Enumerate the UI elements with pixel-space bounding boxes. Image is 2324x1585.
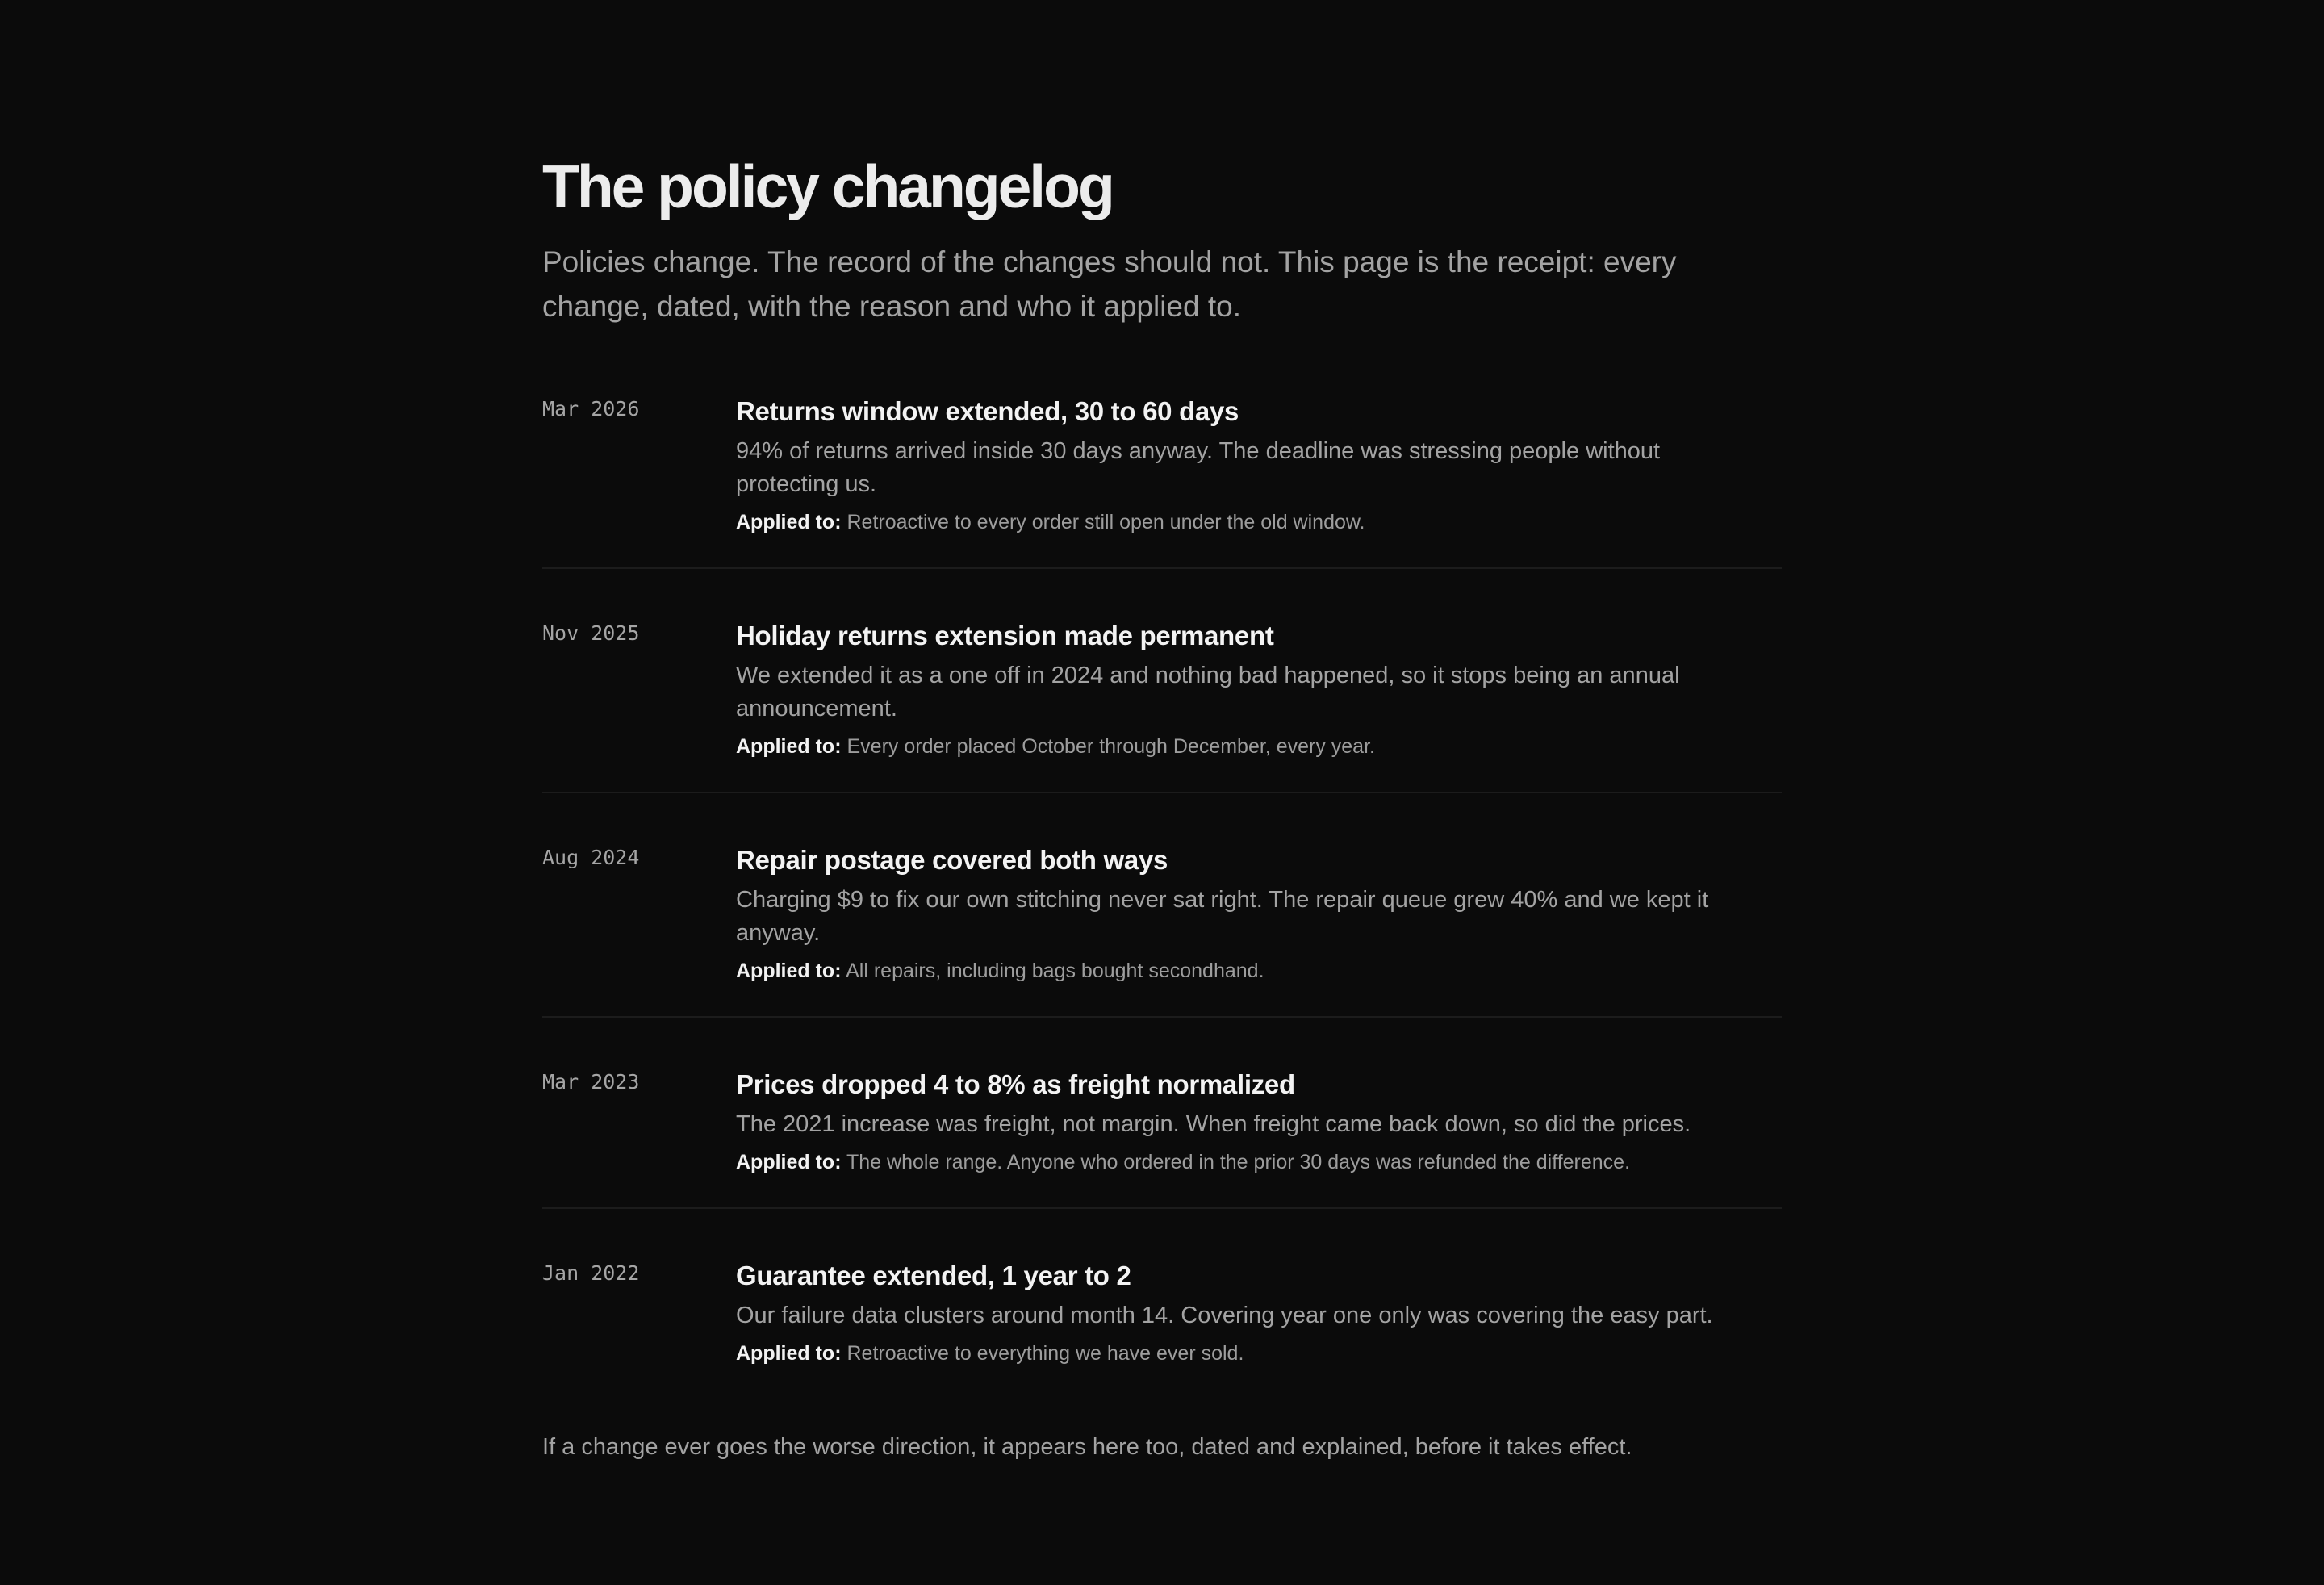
- applied-to-label: Applied to:: [736, 960, 842, 982]
- entry-date: Aug 2024: [542, 846, 640, 869]
- entry-body: [736, 1257, 1753, 1368]
- changelog-entry: [542, 1257, 1782, 1368]
- entry-body: [736, 617, 1753, 761]
- entry-date: Mar 2026: [542, 397, 640, 420]
- entry-title: Returns window extended, 30 to 60 days: [736, 396, 1239, 426]
- page-title: The policy changelog: [542, 153, 1113, 220]
- entry-applied-to: [736, 1148, 1753, 1177]
- intro-paragraph: Policies change. The record of the changes should not. This page is the receipt: every change, dated, with the reason and who it applied to.: [542, 245, 1677, 323]
- changelog-entry: [542, 617, 1782, 793]
- entry-applied-to: [736, 732, 1753, 761]
- changelog-list: [542, 393, 1782, 1368]
- applied-to-value: Retroactive to everything we have ever sold.: [846, 1342, 1244, 1365]
- entry-description: Charging $9 to fix our own stitching never sat right. The repair queue grew 40% and we kept it anyway.: [736, 887, 1709, 946]
- changelog-entry: [542, 393, 1782, 569]
- applied-to-value: Every order placed October through December, every year.: [846, 735, 1375, 758]
- applied-to-label: Applied to:: [736, 735, 842, 758]
- entry-date: Nov 2025: [542, 621, 640, 645]
- applied-to-label: Applied to:: [736, 1151, 842, 1173]
- entry-title: Holiday returns extension made permanent: [736, 621, 1274, 650]
- entry-title: Guarantee extended, 1 year to 2: [736, 1261, 1131, 1290]
- applied-to-value: The whole range. Anyone who ordered in the prior 30 days was refunded the difference.: [846, 1151, 1631, 1173]
- entry-description: The 2021 increase was freight, not margin. When freight came back down, so did the prices.: [736, 1111, 1691, 1137]
- applied-to-value: Retroactive to every order still open under the old window.: [846, 511, 1365, 533]
- entry-description: We extended it as a one off in 2024 and nothing bad happened, so it stops being an annual announcement.: [736, 663, 1680, 721]
- entry-title: Repair postage covered both ways: [736, 845, 1168, 875]
- changelog-entry: [542, 842, 1782, 1018]
- entry-description: Our failure data clusters around month 14. Covering year one only was covering the easy part.: [736, 1303, 1713, 1328]
- applied-to-label: Applied to:: [736, 511, 842, 533]
- entry-applied-to: [736, 1339, 1753, 1368]
- entry-description: 94% of returns arrived inside 30 days anyway. The deadline was stressing people without protecting us.: [736, 438, 1661, 497]
- footer-note: If a change ever goes the worse direction, it appears here too, dated and explained, before it takes effect.: [542, 1434, 1632, 1460]
- entry-body: [736, 393, 1753, 537]
- entry-applied-to: [736, 508, 1753, 537]
- entry-date: Mar 2023: [542, 1070, 640, 1094]
- entry-body: [736, 1066, 1753, 1177]
- entry-title: Prices dropped 4 to 8% as freight normalized: [736, 1069, 1295, 1099]
- changelog-page: [542, 149, 1782, 1463]
- changelog-entry: [542, 1066, 1782, 1209]
- applied-to-label: Applied to:: [736, 1342, 842, 1365]
- applied-to-value: All repairs, including bags bought secondhand.: [846, 960, 1264, 982]
- entry-body: [736, 842, 1753, 985]
- entry-date: Jan 2022: [542, 1261, 640, 1285]
- entry-applied-to: [736, 956, 1753, 985]
